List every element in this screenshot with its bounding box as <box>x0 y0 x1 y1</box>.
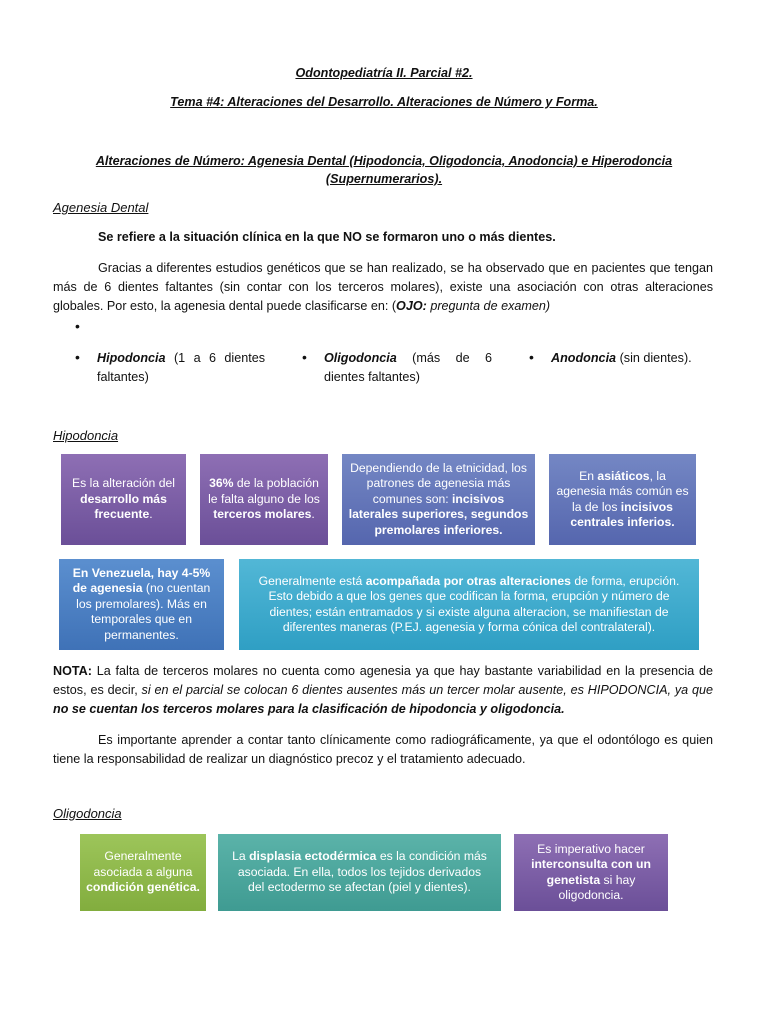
box-bold: condición genética. <box>86 880 200 895</box>
oligodoncia-heading: Oligodoncia <box>53 806 122 821</box>
bullet-dot: • <box>302 349 307 365</box>
box-text: La <box>232 849 250 864</box>
box-bold: acompañada por otras alteraciones <box>365 573 571 588</box>
box-bold: incisivos laterales superiores, segundos premolares inferiores. <box>348 491 529 537</box>
box-text: En <box>579 468 598 483</box>
diagnosis-paragraph: Es importante aprender a contar tanto clínicamente como radiográficamente, ya que el odontólogo es quien tiene la responsabilidad de realizar un diagnóstico precoz y el tratamiento adecuado. <box>53 733 713 766</box>
section-title-line2: (Supernumerarios). <box>325 172 443 186</box>
bullet-term: Anodoncia <box>551 351 617 365</box>
empty-bullet <box>75 318 97 335</box>
box-bold: interconsulta con un genetista <box>531 857 651 887</box>
box-text: si hay oligodoncia. <box>558 872 636 902</box>
hipodoncia-box-other-alterations <box>239 559 699 650</box>
bullet-anodoncia <box>529 349 729 368</box>
bullet-dot: • <box>75 349 80 365</box>
box-text: Es la alteración del <box>72 476 175 491</box>
nota-paragraph <box>53 662 713 719</box>
box-text: Es imperativo hacer <box>537 841 645 856</box>
agenesia-heading: Agenesia Dental <box>53 200 149 215</box>
section-title-line1: Alteraciones de Número: Agenesia Dental (Hipodoncia, Oligodoncia, Anodoncia) e Hiperodoncia <box>95 154 673 168</box>
bullet-dot: • <box>529 349 534 365</box>
hipodoncia-box-ethnicity <box>342 454 535 545</box>
bullet-term: Hipodoncia <box>97 351 166 365</box>
box-bold: asiáticos <box>597 468 650 483</box>
bullet-desc: (sin dientes). <box>616 351 692 365</box>
box-bold: En Venezuela, hay 4-5% de agenesia <box>72 565 211 596</box>
hipodoncia-box-frequency <box>61 454 186 545</box>
agenesia-paragraph <box>53 259 713 316</box>
box-bold: terceros molares <box>213 507 312 522</box>
box-bold: 36% <box>209 476 234 491</box>
box-text: Generalmente asociada a alguna <box>93 849 193 879</box>
bullet-oligodoncia <box>302 349 492 387</box>
ojo-note: pregunta de examen) <box>426 299 551 313</box>
agenesia-paragraph-text: Gracias a diferentes estudios genéticos que se han realizado, se ha observado que en pacientes que tengan más de 6 dientes faltantes (sin contar con los terceros molares), existe una asociación con otras alteraciones globales. Por esto, la agenesia dental puede clasificarse en: ( <box>53 261 713 313</box>
hipodoncia-box-asians <box>549 454 696 545</box>
section-title <box>40 152 728 188</box>
nota-label: NOTA: <box>53 664 92 678</box>
hipodoncia-box-third-molars <box>200 454 328 545</box>
topic-title: Tema #4: Alteraciones del Desarrollo. Alteraciones de Número y Forma. <box>170 95 598 109</box>
oligodoncia-box-genetic <box>80 834 206 911</box>
hipodoncia-box-venezuela <box>59 559 224 650</box>
hipodoncia-heading: Hipodoncia <box>53 428 119 443</box>
nota-bold-italic: no se cuentan los terceros molares para la clasificación de hipodoncia y oligodoncia. <box>53 702 565 716</box>
box-text: de forma, erupción. Esto debido a que los genes que codifican la forma, erupción y número de dientes; están entramados y si existe alguna alteracion, se manifiestan de diferentes maneras (P.EJ. agenesia y forma cónica del contralateral). <box>268 573 680 634</box>
nota-italic: si en el parcial se colocan 6 dientes ausentes más un tercer molar ausente, es HIPODONCIA, ya que <box>141 683 714 697</box>
box-text: , la agenesia más común es la de los <box>556 468 689 514</box>
box-text: de la población le falta alguno de los <box>208 476 320 506</box>
document-title: Odontopediatría II. Parcial #2. <box>295 66 473 80</box>
box-text: Dependiendo de la etnicidad, los patrones de agenesia más comunes son: <box>350 460 527 506</box>
bullet-desc: (1 a 6 dientes faltantes) <box>97 351 265 384</box>
box-bold: desarrollo más frecuente <box>80 491 167 522</box>
bullet-hipodoncia <box>75 349 265 387</box>
ojo-label: OJO: <box>396 299 427 313</box>
bullet-term: Oligodoncia <box>324 351 397 365</box>
oligodoncia-box-geneticist <box>514 834 668 911</box>
box-bold: incisivos centrales inferios. <box>570 499 675 529</box>
box-text: . <box>149 507 153 522</box>
agenesia-definition: Se refiere a la situación clínica en la que NO se formaron uno o más dientes. <box>98 230 556 244</box>
bullet-desc: (más de 6 dientes faltantes) <box>324 351 492 384</box>
box-text: . <box>311 507 315 522</box>
box-bold: displasia ectodérmica <box>249 849 377 864</box>
box-text: es la condición más asociada. En ella, todos los tejidos derivados del ectodermo se afectan (piel y dientes). <box>237 849 487 895</box>
box-text: (no cuentan los premolares). Más en temporales que en permanentes. <box>76 581 211 642</box>
nota-text: La falta de terceros molares no cuenta como agenesia ya que hay bastante variabilidad en la presencia de estos, es decir, <box>53 664 713 697</box>
box-text: Generalmente está <box>258 573 366 588</box>
oligodoncia-box-ectodermal <box>218 834 501 911</box>
bullet-dot: • <box>75 318 80 334</box>
